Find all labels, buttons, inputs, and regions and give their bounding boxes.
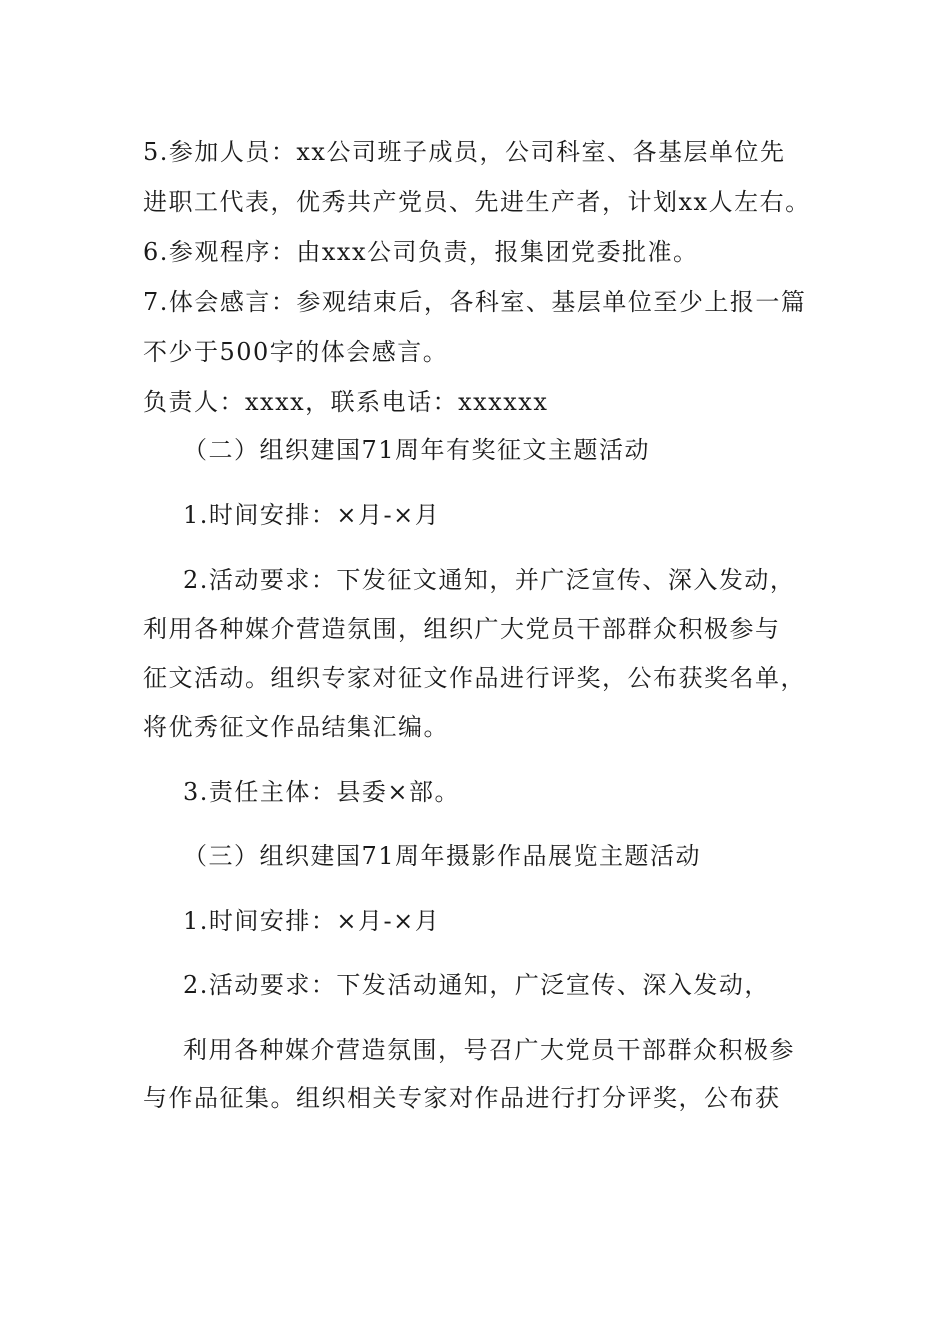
text-line: 5.参加人员：xx公司班子成员，公司科室、各基层单位先 <box>143 138 786 166</box>
text-line: 3.责任主体：县委×部。 <box>183 778 461 806</box>
text-line: 6.参观程序：由xxx公司负责，报集团党委批准。 <box>143 238 699 266</box>
text-line: 进职工代表，优秀共产党员、先进生产者，计划xx人左右。 <box>143 188 811 216</box>
text-line: 与作品征集。组织相关专家对作品进行打分评奖，公布获 <box>143 1084 781 1112</box>
text-line: 2.活动要求：下发征文通知，并广泛宣传、深入发动， <box>183 566 796 594</box>
text-line: 利用各种媒介营造氛围，号召广大党员干部群众积极参 <box>183 1036 795 1064</box>
section-heading: （三）组织建国71周年摄影作品展览主题活动 <box>183 842 702 870</box>
text-line: 不少于500字的体会感言。 <box>143 338 449 366</box>
text-line: 1.时间安排：×月-×月 <box>183 501 441 529</box>
text-line: 7.体会感言：参观结束后，各科室、基层单位至少上报一篇 <box>143 288 807 316</box>
text-line: 征文活动。组织专家对征文作品进行评奖，公布获奖名单， <box>143 664 806 692</box>
text-line: 利用各种媒介营造氛围，组织广大党员干部群众积极参与 <box>143 615 781 643</box>
text-line: 1.时间安排：×月-×月 <box>183 907 441 935</box>
text-line: 将优秀征文作品结集汇编。 <box>143 713 449 741</box>
section-heading: （二）组织建国71周年有奖征文主题活动 <box>183 436 651 464</box>
text-line: 负责人：xxxx，联系电话：xxxxxx <box>143 388 549 416</box>
text-line: 2.活动要求：下发活动通知，广泛宣传、深入发动， <box>183 971 770 999</box>
